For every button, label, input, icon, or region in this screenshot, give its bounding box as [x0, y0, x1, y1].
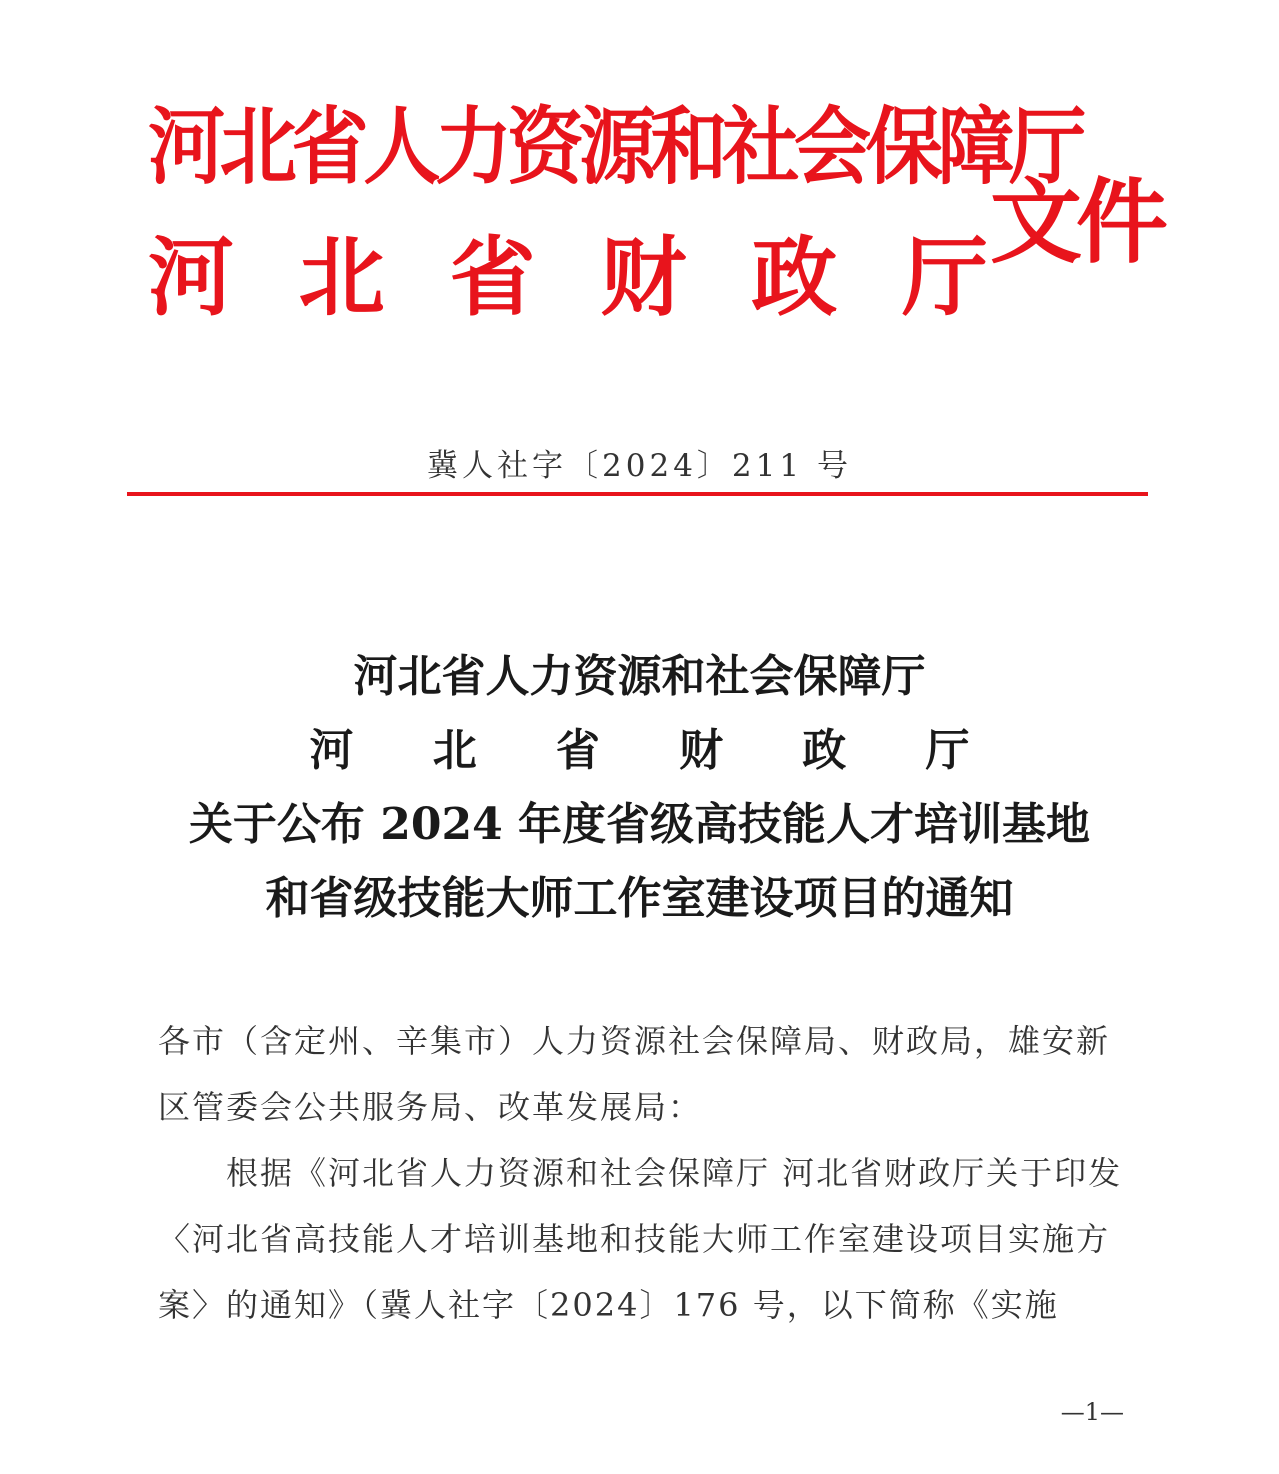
issuer2-char: 北 [298, 228, 385, 328]
issuer2-char: 河 [148, 228, 234, 328]
document-word: 文件 [990, 169, 1163, 276]
title-line-3: 关于公布 2024 年度省级高技能人才培训基地 [188, 799, 1091, 850]
issuer-name-line1: 河北省人力资源和社会保障厅 [148, 98, 1081, 196]
body-paragraph: 根据《河北省人力资源和社会保障厅 河北省财政厅关于印发〈河北省高技能人才培训基地和技能大师工作室建设项目实施方案〉的通知》（冀人社字〔2024〕176 号，以下简称《实施 [158, 1154, 1123, 1324]
issuer2-char: 政 [751, 228, 838, 328]
salutation: 各市（含定州、辛集市）人力资源社会保障局、财政局，雄安新区管委会公共服务局、改革发展局： [158, 1022, 1111, 1126]
title2-char: 北 [432, 725, 477, 776]
title2-char: 河 [309, 725, 354, 776]
title-line-4: 和省级技能大师工作室建设项目的通知 [265, 873, 1014, 924]
issuer2-char: 省 [449, 228, 536, 328]
title2-char: 政 [802, 725, 847, 776]
issuer2-char: 财 [600, 228, 687, 328]
title-line-1: 河北省人力资源和社会保障厅 [353, 651, 926, 702]
title-line-2 [310, 714, 970, 788]
document-number: 冀人社字〔2024〕211 号 [427, 448, 852, 484]
document-body [158, 1008, 1123, 1338]
issuer-name-line2 [148, 228, 988, 328]
title2-char: 财 [679, 725, 724, 776]
page-number: —1— [1060, 1398, 1124, 1426]
issuer2-char: 厅 [901, 228, 988, 328]
title2-char: 厅 [925, 725, 970, 776]
red-divider [127, 492, 1148, 496]
title2-char: 省 [555, 725, 600, 776]
red-header [148, 95, 1163, 335]
document-title [0, 640, 1279, 936]
